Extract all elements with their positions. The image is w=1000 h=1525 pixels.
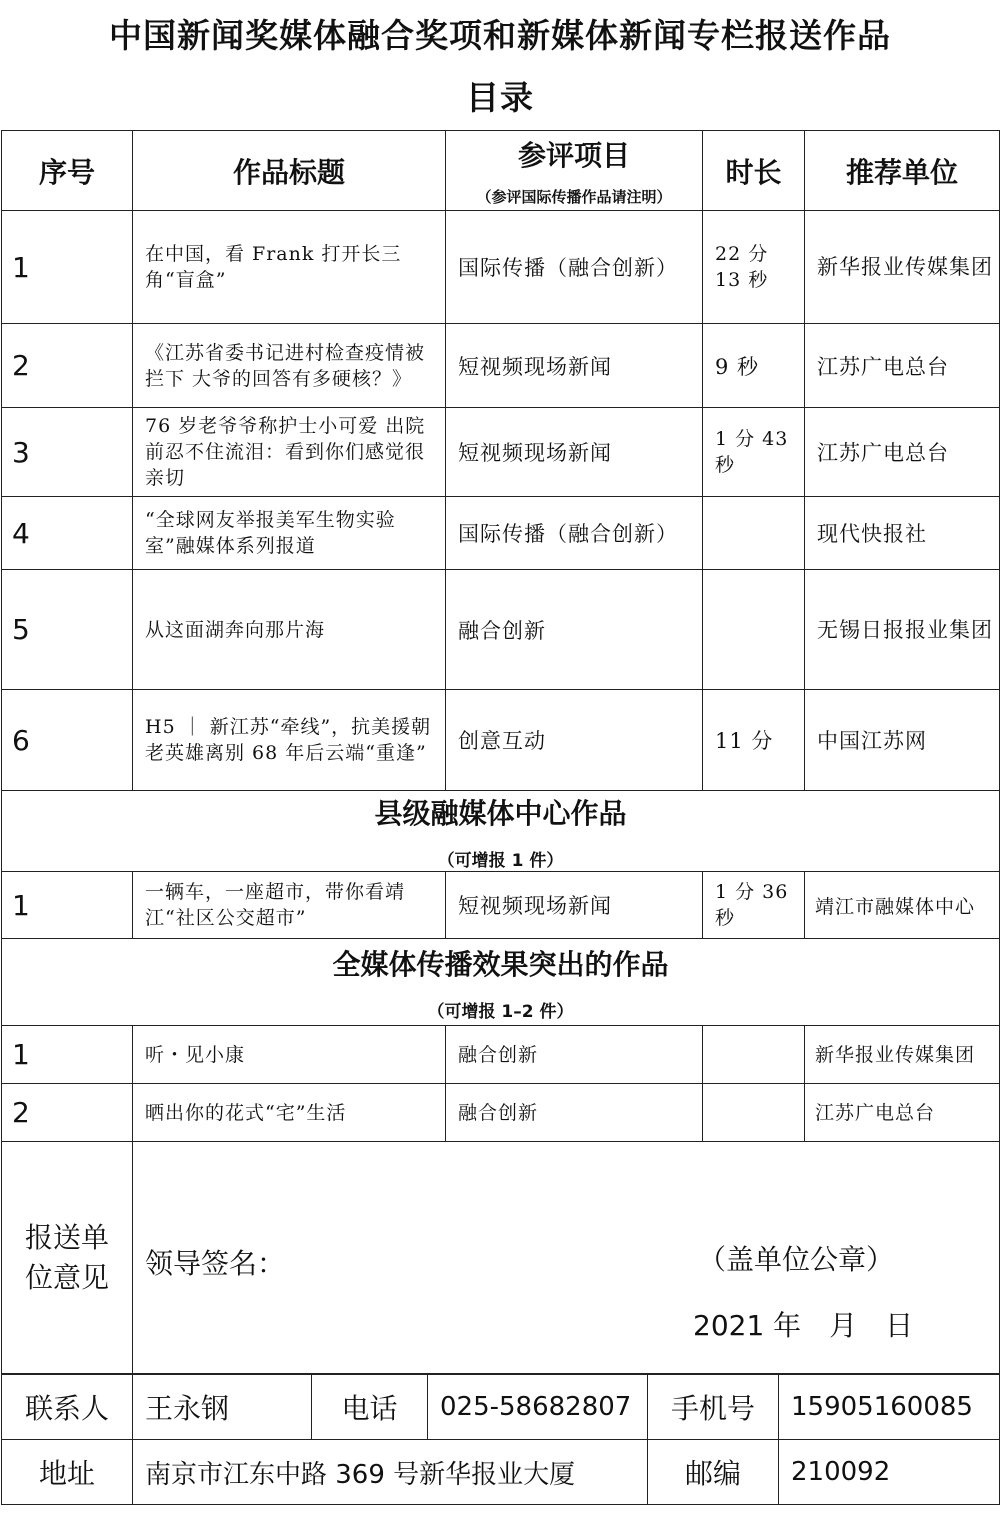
row-seq: 1 <box>2 1026 133 1084</box>
table-row <box>2 872 1000 939</box>
row-category: 国际传播（融合创新） <box>446 211 703 324</box>
signature-date: 2021 年 月 日 <box>693 1309 914 1342</box>
row-unit: 无锡日报报业集团 <box>805 570 1000 690</box>
section-header-allmedia <box>2 939 1000 1026</box>
row-duration: 1 分 36 秒 <box>703 872 805 939</box>
document-title: 中国新闻奖媒体融合奖项和新媒体新闻专栏报送作品 <box>109 16 891 55</box>
header-category <box>446 131 703 211</box>
section-header-county <box>2 791 1000 872</box>
address-row <box>2 1440 1000 1505</box>
seal-note: （盖单位公章） <box>698 1243 895 1276</box>
postcode-label: 邮编 <box>648 1440 779 1505</box>
table-row <box>2 570 1000 690</box>
row-duration <box>703 1026 805 1084</box>
row-seq: 5 <box>2 570 133 690</box>
row-unit: 江苏广电总台 <box>805 324 1000 408</box>
row-unit: 新华报业传媒集团 <box>805 211 1000 324</box>
row-category: 短视频现场新闻 <box>446 324 703 408</box>
section-allmedia <box>2 939 1000 1026</box>
row-title: 一辆车，一座超市，带你看靖江“社区公交超市” <box>133 872 446 939</box>
row-seq: 2 <box>2 324 133 408</box>
header-duration: 时长 <box>703 131 805 211</box>
table-row <box>2 1026 1000 1084</box>
table-row <box>2 324 1000 408</box>
row-category: 国际传播（融合创新） <box>446 497 703 570</box>
row-title: 听・见小康 <box>133 1026 446 1084</box>
row-category: 短视频现场新闻 <box>446 408 703 497</box>
table-row <box>2 1084 1000 1142</box>
row-title: “全球网友举报美军生物实验室”融媒体系列报道 <box>133 497 446 570</box>
section-county-note: （可增报 1 件） <box>437 850 564 871</box>
row-title: 在中国，看 Frank 打开长三角“盲盒” <box>133 211 446 324</box>
document-subtitle: 目录 <box>466 78 534 117</box>
contact-label: 联系人 <box>2 1375 133 1440</box>
row-seq: 6 <box>2 690 133 791</box>
header-row <box>2 131 1000 211</box>
header-seq: 序号 <box>2 131 133 211</box>
row-unit: 新华报业传媒集团 <box>805 1026 1000 1084</box>
phone-value: 025-58682807 <box>428 1375 648 1440</box>
opinion-area <box>133 1142 1000 1374</box>
header-category-note: （参评国际传播作品请注明） <box>476 188 672 206</box>
row-seq: 3 <box>2 408 133 497</box>
opinion-label <box>2 1142 133 1374</box>
row-category: 融合创新 <box>446 570 703 690</box>
row-title: 《江苏省委书记进村检查疫情被拦下 大爷的回答有多硬核？》 <box>133 324 446 408</box>
row-duration: 22 分 13 秒 <box>703 211 805 324</box>
address-value: 南京市江东中路 369 号新华报业大厦 <box>133 1440 648 1505</box>
row-unit: 江苏广电总台 <box>805 408 1000 497</box>
row-unit: 现代快报社 <box>805 497 1000 570</box>
row-unit: 江苏广电总台 <box>805 1084 1000 1142</box>
row-duration: 1 分 43 秒 <box>703 408 805 497</box>
row-unit: 靖江市融媒体中心 <box>805 872 1000 939</box>
row-duration: 11 分 <box>703 690 805 791</box>
header-title: 作品标题 <box>133 131 446 211</box>
contact-name: 王永钢 <box>133 1375 312 1440</box>
row-title: 76 岁老爷爷称护士小可爱 出院前忍不住流泪：看到你们感觉很亲切 <box>133 408 446 497</box>
contact-row <box>2 1375 1000 1440</box>
table-row <box>2 408 1000 497</box>
row-seq: 1 <box>2 211 133 324</box>
header-category-label: 参评项目 <box>517 139 630 172</box>
postcode-value: 210092 <box>779 1440 1000 1505</box>
address-label: 地址 <box>2 1440 133 1505</box>
row-seq: 1 <box>2 872 133 939</box>
table-row <box>2 690 1000 791</box>
row-duration <box>703 1084 805 1142</box>
opinion-label-text: 报送单位意见 <box>24 1220 109 1294</box>
row-category: 融合创新 <box>446 1084 703 1142</box>
row-seq: 4 <box>2 497 133 570</box>
header-unit: 推荐单位 <box>805 131 1000 211</box>
catalog-table <box>1 130 1000 1374</box>
row-duration <box>703 570 805 690</box>
table-row <box>2 211 1000 324</box>
mobile-label: 手机号 <box>648 1375 779 1440</box>
row-title: 从这面湖奔向那片海 <box>133 570 446 690</box>
section-county <box>2 791 1000 872</box>
row-title: H5 ｜ 新江苏“牵线”，抗美援朝老英雄离别 68 年后云端“重逢” <box>133 690 446 791</box>
row-duration <box>703 497 805 570</box>
opinion-row <box>2 1142 1000 1374</box>
table-row <box>2 497 1000 570</box>
mobile-value: 15905160085 <box>779 1375 1000 1440</box>
section-allmedia-title: 全媒体传播效果突出的作品 <box>332 947 669 981</box>
signature-label: 领导签名： <box>145 1247 286 1280</box>
row-duration: 9 秒 <box>703 324 805 408</box>
section-county-title: 县级融媒体中心作品 <box>374 796 627 830</box>
contact-table <box>1 1374 1000 1505</box>
row-category: 创意互动 <box>446 690 703 791</box>
row-title: 晒出你的花式“宅”生活 <box>133 1084 446 1142</box>
phone-label: 电话 <box>312 1375 428 1440</box>
section-allmedia-note: （可增报 1–2 件） <box>427 1001 574 1022</box>
row-unit: 中国江苏网 <box>805 690 1000 791</box>
row-category: 短视频现场新闻 <box>446 872 703 939</box>
row-seq: 2 <box>2 1084 133 1142</box>
row-category: 融合创新 <box>446 1026 703 1084</box>
